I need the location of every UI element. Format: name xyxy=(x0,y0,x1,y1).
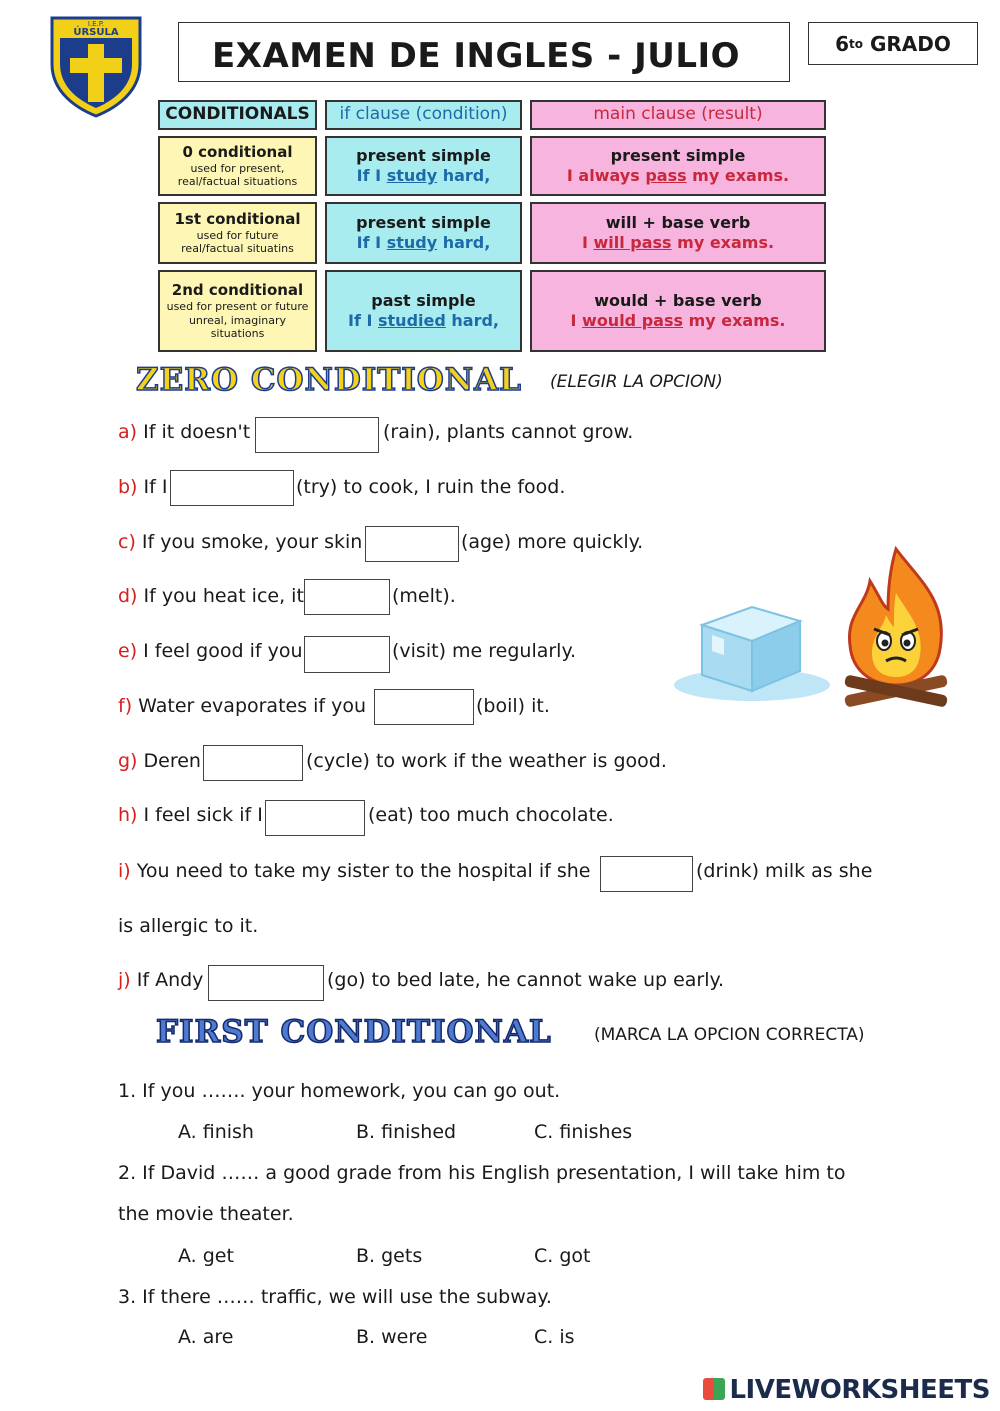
answer-input-g[interactable] xyxy=(203,745,303,781)
q3-option-a[interactable]: A. are xyxy=(178,1326,234,1348)
exercise-g: g) Deren xyxy=(118,750,201,772)
grade-word: GRADO xyxy=(869,31,951,56)
school-crest xyxy=(46,12,146,118)
exercise-j: j) If Andy xyxy=(118,969,204,991)
q1-option-a[interactable]: A. finish xyxy=(178,1121,254,1143)
cond-name-cell: 0 conditional used for present, real/factual situations xyxy=(158,136,317,196)
campfire-illustration xyxy=(836,545,956,710)
if-clause-cell: past simple If I studied hard, xyxy=(325,270,522,352)
main-clause-cell: will + base verb I will pass my exams. xyxy=(530,202,826,264)
ice-cube-illustration xyxy=(672,585,832,705)
exercise-j-rest: (go) to bed late, he cannot wake up early. xyxy=(327,969,725,991)
q1-option-c[interactable]: C. finishes xyxy=(534,1121,633,1143)
page-title: EXAMEN DE INGLES - JULIO xyxy=(212,36,741,76)
svg-text:I.E.P.: I.E.P. xyxy=(87,20,105,28)
exercise-f: f) Water evaporates if you xyxy=(118,695,367,717)
table-header-main-clause: main clause (result) xyxy=(530,100,826,130)
q2-option-c[interactable]: C. got xyxy=(534,1245,591,1267)
table-header-if-clause: if clause (condition) xyxy=(325,100,522,130)
exercise-e-rest: (visit) me regularly. xyxy=(392,640,577,662)
answer-input-i[interactable] xyxy=(600,856,693,892)
answer-input-e[interactable] xyxy=(304,636,390,673)
answer-input-j[interactable] xyxy=(208,965,324,1001)
answer-input-a[interactable] xyxy=(255,417,379,453)
q2-option-a[interactable]: A. get xyxy=(178,1245,234,1267)
exercise-h: h) I feel sick if I xyxy=(118,804,263,826)
exercise-c-rest: (age) more quickly. xyxy=(461,531,644,553)
exercise-h-rest: (eat) too much chocolate. xyxy=(368,804,614,826)
main-clause-cell: would + base verb I would pass my exams. xyxy=(530,270,826,352)
main-clause-cell: present simple I always pass my exams. xyxy=(530,136,826,196)
exercise-f-rest: (boil) it. xyxy=(476,695,550,717)
liveworksheets-icon xyxy=(703,1378,725,1400)
cond-name-cell: 2nd conditional used for present or future unreal, imaginary situations xyxy=(158,270,317,352)
exercise-c: c) If you smoke, your skin xyxy=(118,531,363,553)
question-2: 2. If David …… a good grade from his English presentation, I will take him to xyxy=(118,1162,846,1184)
exercise-a: a) If it doesn't xyxy=(118,421,251,443)
if-clause-cell: present simple If I study hard, xyxy=(325,136,522,196)
q3-option-b[interactable]: B. were xyxy=(356,1326,428,1348)
answer-input-b[interactable] xyxy=(170,470,294,506)
q2-option-b[interactable]: B. gets xyxy=(356,1245,423,1267)
cond-name-cell: 1st conditional used for future real/factual situatins xyxy=(158,202,317,264)
q3-option-c[interactable]: C. is xyxy=(534,1326,575,1348)
svg-text:ÚRSULA: ÚRSULA xyxy=(73,27,119,38)
liveworksheets-logo: LIVEWORKSHEETS xyxy=(703,1375,990,1405)
exercise-g-rest: (cycle) to work if the weather is good. xyxy=(306,750,667,772)
exercise-d: d) If you heat ice, it xyxy=(118,585,304,607)
answer-input-f[interactable] xyxy=(374,689,474,725)
question-1: 1. If you ……. your homework, you can go out. xyxy=(118,1080,561,1102)
answer-input-h[interactable] xyxy=(265,800,365,836)
grade-suffix: to xyxy=(849,36,864,51)
grade-number: 6 xyxy=(835,31,850,56)
answer-input-d[interactable] xyxy=(304,579,390,615)
question-3: 3. If there …… traffic, we will use the subway. xyxy=(118,1286,552,1308)
if-clause-cell: present simple If I study hard, xyxy=(325,202,522,264)
exercise-e: e) I feel good if you xyxy=(118,640,303,662)
exercise-b: b) If I xyxy=(118,476,168,498)
exercise-b-rest: (try) to cook, I ruin the food. xyxy=(296,476,566,498)
exercise-d-rest: (melt). xyxy=(392,585,456,607)
grade-badge xyxy=(808,22,978,65)
first-conditional-title: FIRST CONDITIONAL xyxy=(156,1014,552,1050)
exercise-i-continuation: is allergic to it. xyxy=(118,915,259,937)
exercise-i-rest: (drink) milk as she xyxy=(696,860,873,882)
first-instruction: (MARCA LA OPCION CORRECTA) xyxy=(594,1025,865,1045)
zero-instruction: (ELEGIR LA OPCION) xyxy=(550,372,723,392)
q1-option-b[interactable]: B. finished xyxy=(356,1121,457,1143)
zero-conditional-title: ZERO CONDITIONAL xyxy=(136,362,522,398)
exercise-i: i) You need to take my sister to the hospital if she xyxy=(118,860,591,882)
question-2-continuation: the movie theater. xyxy=(118,1203,294,1225)
table-header-conditionals: CONDITIONALS xyxy=(158,100,317,130)
answer-input-c[interactable] xyxy=(365,526,459,562)
exercise-a-rest: (rain), plants cannot grow. xyxy=(383,421,634,443)
